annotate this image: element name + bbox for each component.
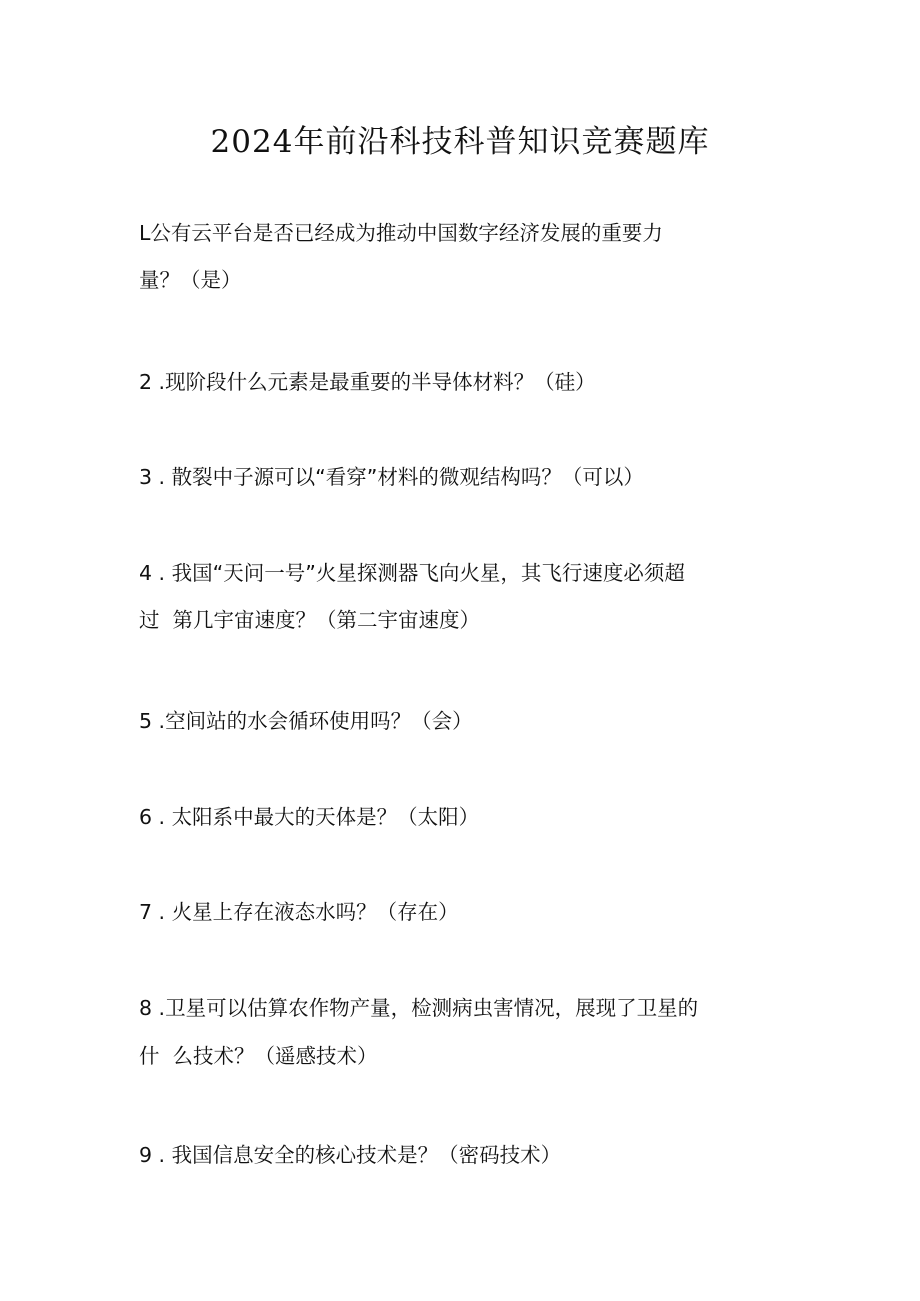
question-1-line-2: 量？（是） xyxy=(139,268,242,292)
question-4-line-1: 4 . 我国“天问一号”火星探测器飞向火星，其飞行速度必须超 xyxy=(139,561,685,585)
question-3: 3 . 散裂中子源可以“看穿”材料的微观结构吗？（可以） xyxy=(139,465,644,489)
question-8-line-2: 什 么技术？（遥感技术） xyxy=(139,1044,378,1068)
question-6: 6 . 太阳系中最大的天体是？（太阳） xyxy=(139,805,480,829)
question-1-line-1: L公有云平台是否已经成为推动中国数字经济发展的重要力 xyxy=(139,221,663,245)
question-9: 9 . 我国信息安全的核心技术是？（密码技术） xyxy=(139,1143,562,1167)
question-7: 7 . 火星上存在液态水吗？（存在） xyxy=(139,900,459,924)
question-8-line-1: 8 .卫星可以估算农作物产量，检测病虫害情况，展现了卫星的 xyxy=(139,996,699,1020)
question-4-line-2: 过 第几宇宙速度？（第二宇宙速度） xyxy=(139,608,481,632)
question-5: 5 .空间站的水会循环使用吗？（会） xyxy=(139,709,473,733)
question-2: 2 .现阶段什么元素是最重要的半导体材料？（硅） xyxy=(139,370,596,394)
document-title: 2024年前沿科技科普知识竞赛题库 xyxy=(210,124,710,160)
